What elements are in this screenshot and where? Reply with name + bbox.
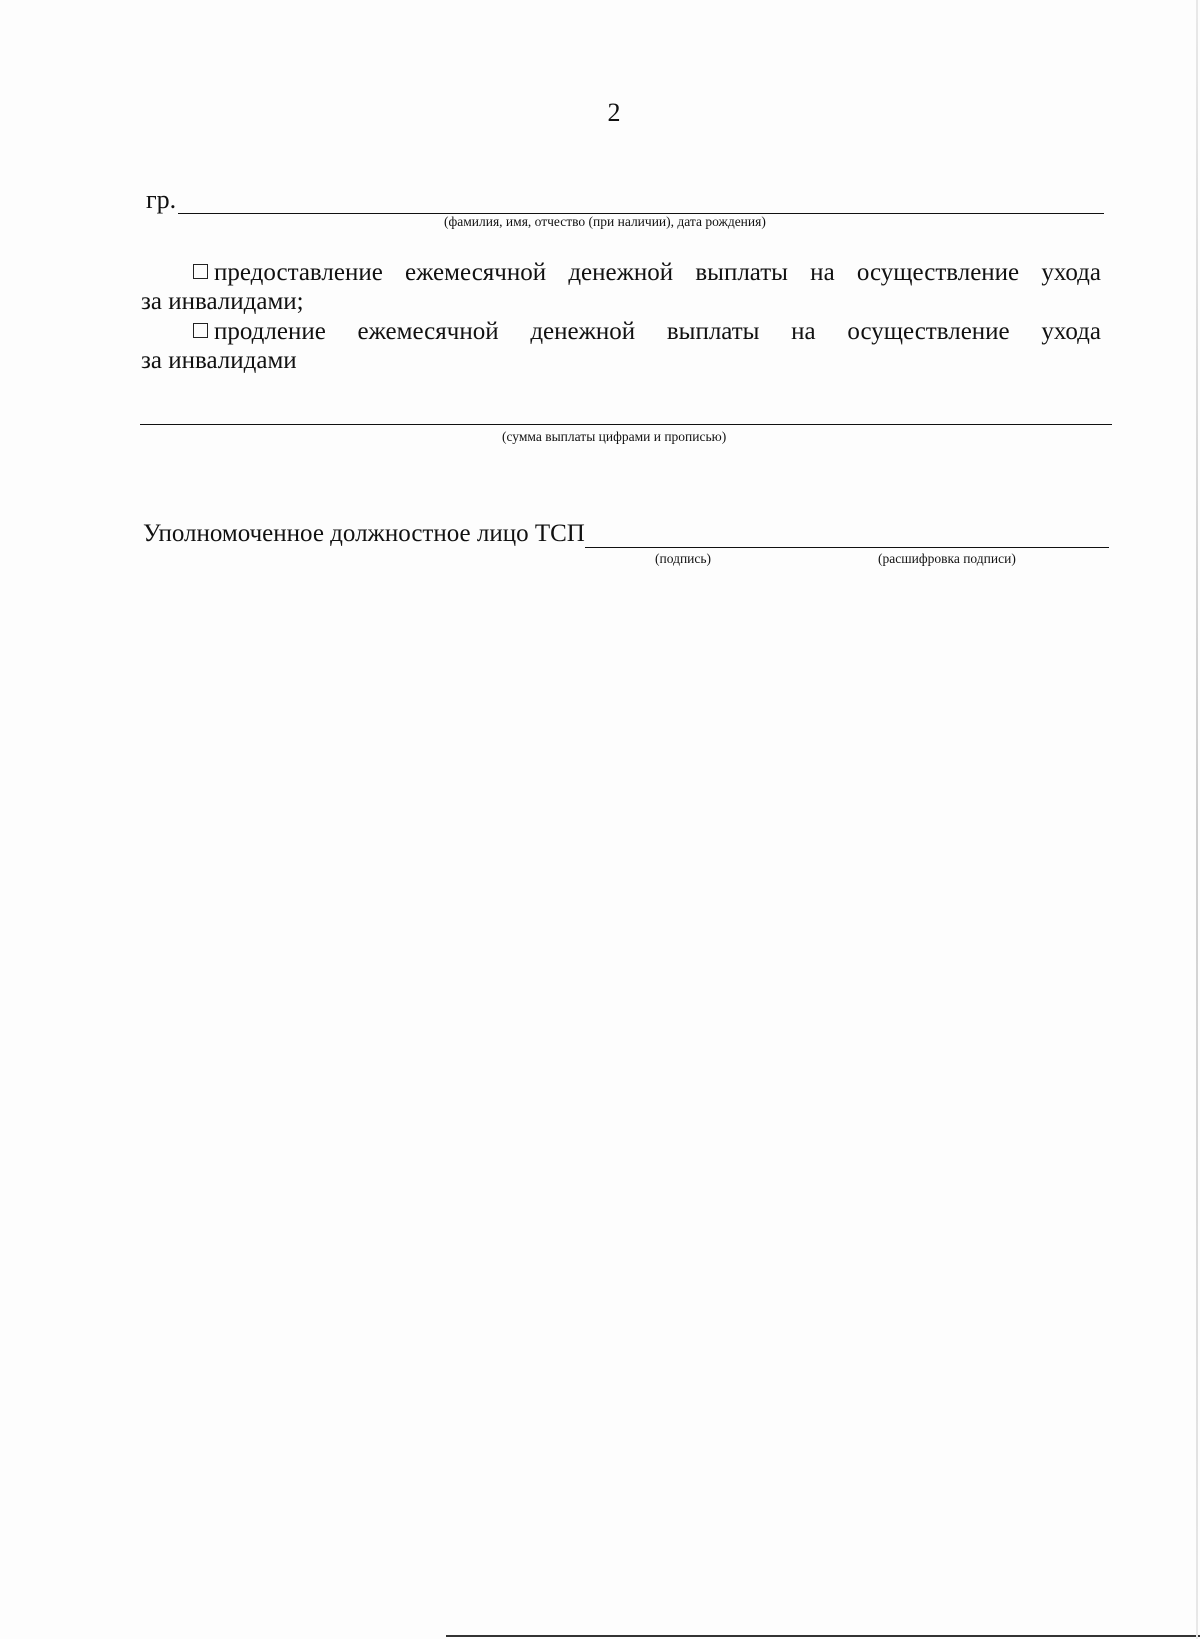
scan-edge-bottom [446,1635,1200,1637]
amount-field[interactable] [140,424,1112,425]
recipient-name-field[interactable] [178,191,1104,214]
official-signature-field[interactable] [585,525,1109,548]
recipient-prefix: гр. [146,185,177,214]
option-extension-line1: продление ежемесячной денежной выплаты на осуществление ухода [214,318,1101,345]
signature-decoding-caption: (расшифровка подписи) [878,551,1016,566]
page-number: 2 [607,98,621,127]
recipient-row [146,186,1104,214]
extension-checkbox[interactable] [193,323,208,338]
scan-edge-right [1196,0,1198,1639]
recipient-caption: (фамилия, имя, отчество (при наличии), дата рождения) [444,214,766,229]
option-provision-line2: за инвалидами; [141,288,304,315]
option-provision [141,258,1101,316]
official-label: Уполномоченное должностное лицо ТСП [143,520,585,547]
option-provision-line1: предоставление ежемесячной денежной выплаты на осуществление ухода [214,259,1101,286]
option-extension [141,317,1101,375]
amount-caption: (сумма выплаты цифрами и прописью) [502,429,727,444]
signature-caption: (подпись) [655,551,712,566]
option-extension-line2: за инвалидами [141,347,297,374]
provision-checkbox[interactable] [193,264,208,279]
official-row [143,520,1109,548]
